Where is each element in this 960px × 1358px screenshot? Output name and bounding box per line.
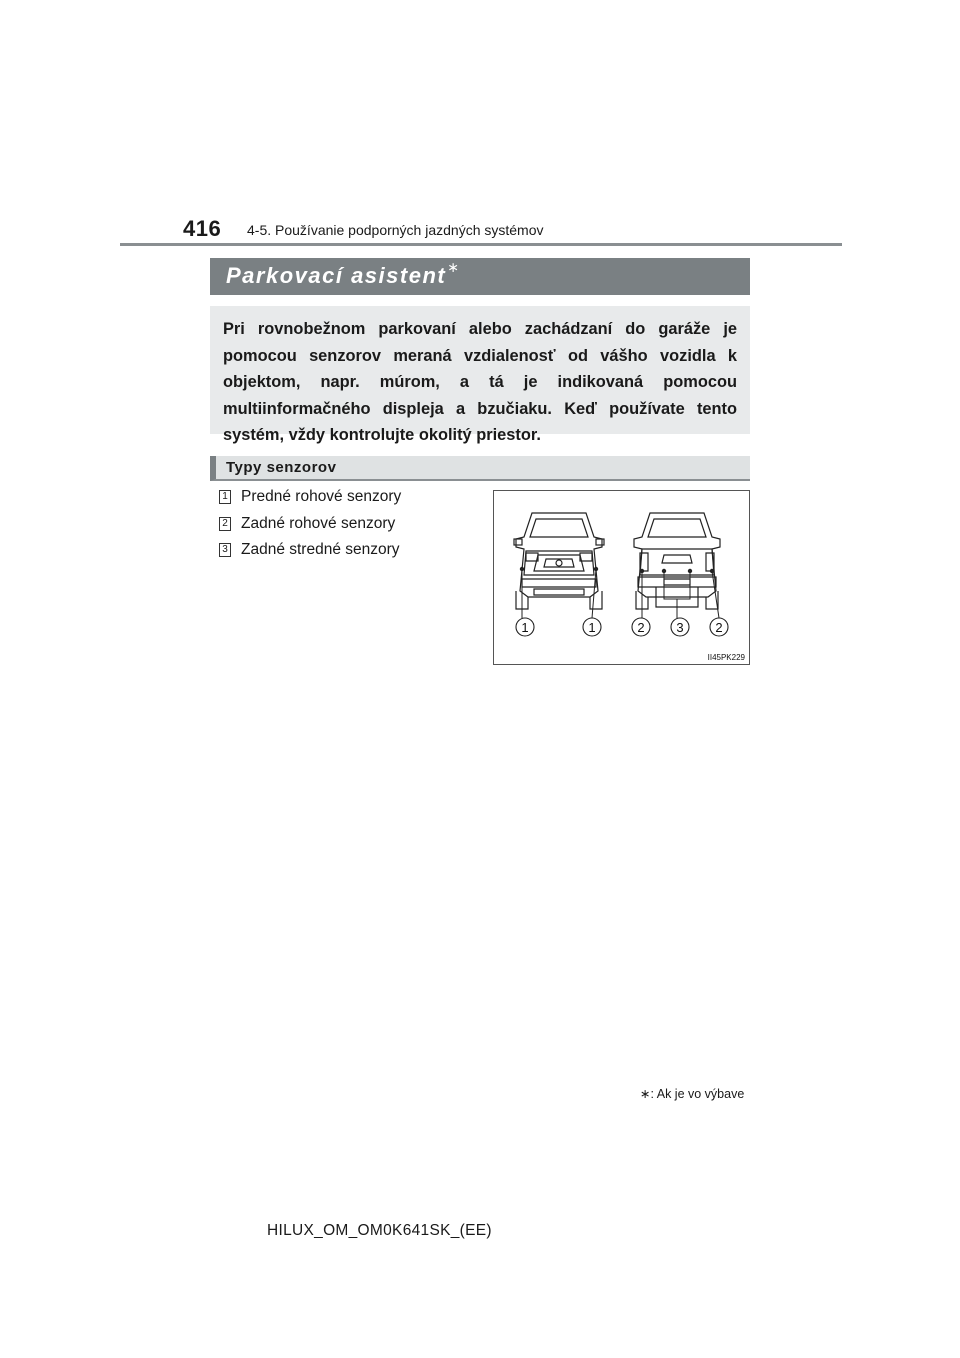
subsection-title: Typy senzorov bbox=[226, 459, 337, 476]
header-divider bbox=[120, 243, 842, 246]
callout-1a: 1 bbox=[521, 620, 529, 635]
vehicle-illustration bbox=[494, 491, 749, 664]
list-item bbox=[219, 488, 401, 508]
item-label: Predné rohové senzory bbox=[241, 488, 402, 505]
page-title bbox=[226, 259, 461, 289]
section-title: 4-5. Používanie podporných jazdných systémov bbox=[247, 222, 544, 238]
footnote bbox=[640, 1086, 744, 1101]
availability-mark: ∗ bbox=[447, 259, 461, 275]
list-item bbox=[219, 515, 395, 535]
title-bar bbox=[210, 258, 750, 295]
item-number: 1 bbox=[219, 490, 231, 504]
intro-box bbox=[210, 306, 750, 444]
item-label: Zadné stredné senzory bbox=[241, 541, 400, 558]
list-item bbox=[219, 541, 400, 561]
front-view-truck bbox=[514, 513, 604, 609]
callout-3: 3 bbox=[676, 620, 684, 635]
footer-code: HILUX_OM_OM0K641SK_(EE) bbox=[267, 1222, 492, 1239]
intro-text: Pri rovnobežnom parkovaní alebo zachádzaní do garáže je pomocou senzorov meraná vzdialenosť od vášho vozidla k objektom, napr. múrom, a tá je indikovaná pomocou multiinformačného displeja a bzučiaku. Keď používate tento systém, vždy kontrolujte okolitý priestor. bbox=[223, 320, 737, 444]
subsection-bar bbox=[210, 456, 750, 481]
figure-code: II45PK229 bbox=[707, 653, 745, 662]
page-title-text: Parkovací asistent bbox=[226, 263, 447, 288]
footnote-text: : Ak je vo výbave bbox=[650, 1087, 745, 1101]
item-number: 3 bbox=[219, 543, 231, 557]
item-number: 2 bbox=[219, 517, 231, 531]
sensor-figure bbox=[493, 490, 750, 665]
callout-2a: 2 bbox=[637, 620, 645, 635]
footnote-mark: ∗ bbox=[640, 1087, 651, 1101]
callout-2b: 2 bbox=[715, 620, 723, 635]
rear-view-truck bbox=[634, 513, 720, 609]
page-number: 416 bbox=[183, 216, 222, 241]
callout-1b: 1 bbox=[588, 620, 596, 635]
item-label: Zadné rohové senzory bbox=[241, 515, 396, 532]
